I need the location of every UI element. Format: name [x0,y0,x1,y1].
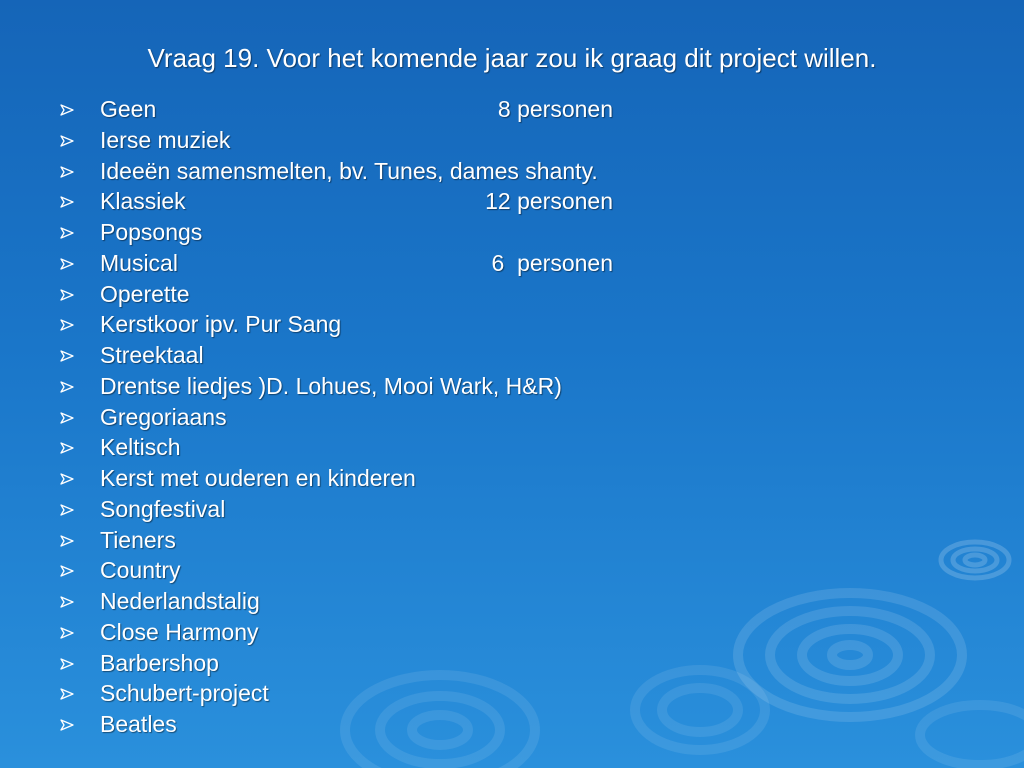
arrowhead-bullet-icon [60,166,74,178]
arrowhead-bullet-icon [60,350,74,362]
list-item-label: Keltisch [100,434,181,461]
list-item-label: Barbershop [100,649,219,676]
list-item-label: Drentse liedjes )D. Lohues, Mooi Wark, H&R) [100,372,562,399]
arrowhead-bullet-icon [60,135,74,147]
arrowhead-bullet-icon [60,565,74,577]
list-item-label: Close Harmony [100,618,259,645]
list-item-label: Nederlandstalig [100,588,260,614]
arrowhead-bullet-icon [60,473,74,485]
list-item-label: Geen [100,96,157,122]
arrowhead-bullet-icon [60,504,74,516]
list-item-label: Kerstkoor ipv. Pur Sang [100,311,342,338]
list-item-label: Gregoriaans [100,403,227,430]
list-item-label: Country [100,557,181,584]
list-item-label: Ierse muziek [100,126,231,153]
list-item-label: Popsongs [100,219,203,245]
arrowhead-bullet-icon [60,104,74,116]
arrowhead-bullet-icon [60,627,74,639]
list-item-label: Klassiek [100,188,186,215]
list-item-label: Beatles [100,711,177,737]
arrowhead-bullet-icon [60,719,74,731]
arrowhead-bullet-icon [60,227,74,239]
list-item-label: Musical [100,249,178,276]
arrowhead-bullet-icon [60,258,74,270]
arrowhead-bullet-icon [60,289,74,301]
arrowhead-bullet-icon [60,535,74,547]
arrowhead-bullet-icon [60,381,74,393]
list-item-count: 8 personen [497,96,613,122]
list-item-label: Songfestival [100,495,226,522]
list-item-label: Schubert-project [100,680,269,707]
arrowhead-bullet-icon [60,196,74,208]
arrowhead-bullet-icon [60,688,74,700]
list-item-label: Kerst met ouderen en kinderen [100,465,416,491]
list-item-label: Tieners [100,526,176,553]
list-item-label: Streektaal [100,342,204,368]
list-item-label: Operette [100,280,190,307]
arrowhead-bullet-icon [60,442,74,454]
arrowhead-bullet-icon [60,319,74,331]
list-item-count: 12 personen [485,188,613,215]
arrowhead-bullet-icon [60,658,74,670]
arrowhead-bullet-icon [60,596,74,608]
arrowhead-bullet-icon [60,412,74,424]
list-item-count: 6 personen [491,249,613,276]
slide-title: Vraag 19. Voor het komende jaar zou ik graag dit project willen. [147,43,877,73]
list-item-label: Ideeën samensmelten, bv. Tunes, dames shanty. [100,157,598,184]
